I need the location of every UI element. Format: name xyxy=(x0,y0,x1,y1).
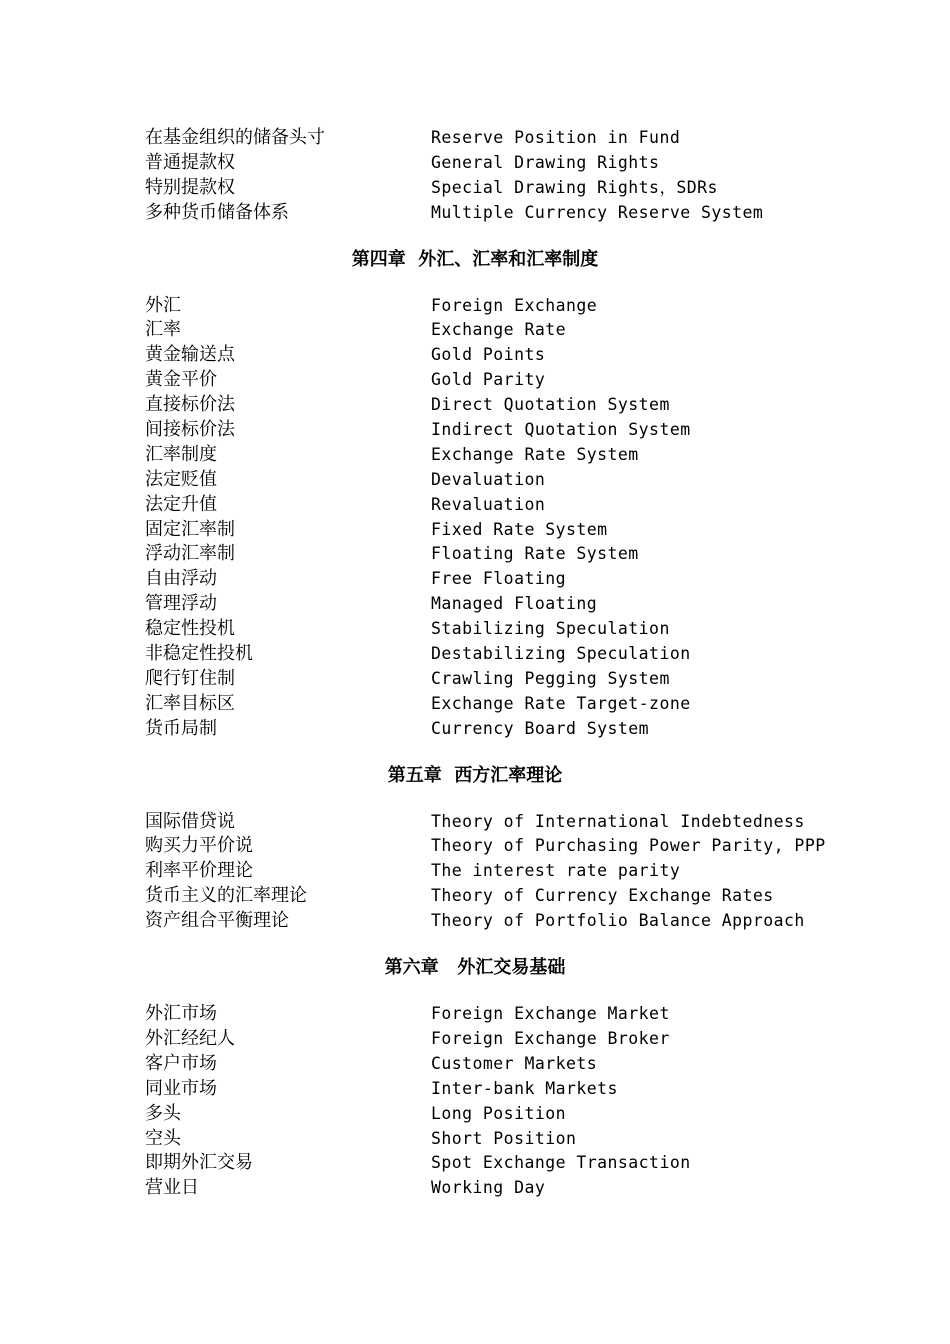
term-chinese: 购买力平价说 xyxy=(145,835,253,857)
term-chinese: 管理浮动 xyxy=(145,593,217,615)
term-english: Spot Exchange Transaction xyxy=(431,1153,691,1173)
term-chinese: 黄金输送点 xyxy=(145,344,235,366)
term-row xyxy=(145,393,845,418)
glossary-section xyxy=(145,248,845,742)
term-chinese: 稳定性投机 xyxy=(145,618,235,640)
term-english: Long Position xyxy=(431,1103,566,1123)
term-chinese: 资产组合平衡理论 xyxy=(145,910,289,932)
term-row xyxy=(145,176,845,201)
chapter-heading: 第四章 外汇、汇率和汇率制度 xyxy=(351,248,599,270)
term-chinese: 客户市场 xyxy=(145,1052,217,1074)
term-chinese: 汇率目标区 xyxy=(145,692,235,714)
term-chinese: 多头 xyxy=(145,1102,181,1124)
term-chinese: 货币局制 xyxy=(145,717,217,739)
glossary-content xyxy=(145,126,845,1201)
term-english: Customer Markets xyxy=(431,1053,598,1073)
term-row xyxy=(145,859,845,884)
term-row xyxy=(145,151,845,176)
term-chinese: 浮动汇率制 xyxy=(145,543,235,565)
term-row xyxy=(145,1002,845,1027)
term-english: Direct Quotation System xyxy=(431,395,670,415)
term-english: Currency Board System xyxy=(431,718,650,738)
term-english: Inter-bank Markets xyxy=(431,1078,618,1098)
term-chinese: 间接标价法 xyxy=(145,419,235,441)
term-english: General Drawing Rights xyxy=(431,152,660,172)
term-chinese: 普通提款权 xyxy=(145,151,235,173)
term-chinese: 汇率制度 xyxy=(145,443,217,465)
term-chinese: 自由浮动 xyxy=(145,568,217,590)
term-chinese: 外汇市场 xyxy=(145,1003,217,1025)
term-english: Working Day xyxy=(431,1178,546,1198)
term-row xyxy=(145,1052,845,1077)
term-row xyxy=(145,1127,845,1152)
term-row xyxy=(145,692,845,717)
term-row xyxy=(145,717,845,742)
term-english: Crawling Pegging System xyxy=(431,668,670,688)
chapter-heading: 第六章 外汇交易基础 xyxy=(384,957,566,979)
term-english: Destabilizing Speculation xyxy=(431,644,691,664)
term-english: Exchange Rate Target-zone xyxy=(431,693,691,713)
term-row xyxy=(145,343,845,368)
term-chinese: 爬行钉住制 xyxy=(145,667,235,689)
term-chinese: 非稳定性投机 xyxy=(145,643,253,665)
term-english: Short Position xyxy=(431,1128,577,1148)
term-chinese: 营业日 xyxy=(145,1177,199,1199)
term-english: Theory of Currency Exchange Rates xyxy=(431,886,774,906)
term-row xyxy=(145,294,845,319)
term-row xyxy=(145,1102,845,1127)
term-row xyxy=(145,567,845,592)
term-english: Theory of International Indebtedness xyxy=(431,811,805,831)
glossary-section xyxy=(145,764,845,934)
term-english: Indirect Quotation System xyxy=(431,420,691,440)
term-chinese: 即期外汇交易 xyxy=(145,1152,253,1174)
term-row xyxy=(145,642,845,667)
term-chinese: 固定汇率制 xyxy=(145,518,235,540)
term-row xyxy=(145,542,845,567)
term-english: Foreign Exchange Market xyxy=(431,1004,670,1024)
term-english: Foreign Exchange Broker xyxy=(431,1028,670,1048)
term-chinese: 法定升值 xyxy=(145,493,217,515)
term-chinese: 同业市场 xyxy=(145,1077,217,1099)
term-english: Devaluation xyxy=(431,469,546,489)
term-chinese: 货币主义的汇率理论 xyxy=(145,885,307,907)
term-row xyxy=(145,201,845,226)
term-row xyxy=(145,493,845,518)
glossary-section xyxy=(145,126,845,226)
term-chinese: 法定贬值 xyxy=(145,468,217,490)
term-english: Free Floating xyxy=(431,569,566,589)
term-english: Floating Rate System xyxy=(431,544,639,564)
term-chinese: 黄金平价 xyxy=(145,369,217,391)
term-english: Gold Points xyxy=(431,345,546,365)
term-english: Special Drawing Rights，SDRs xyxy=(431,177,718,197)
term-row xyxy=(145,443,845,468)
term-row xyxy=(145,884,845,909)
term-english: Multiple Currency Reserve System xyxy=(431,202,764,222)
term-row xyxy=(145,592,845,617)
term-row xyxy=(145,368,845,393)
term-row xyxy=(145,518,845,543)
term-row xyxy=(145,909,845,934)
term-chinese: 外汇经纪人 xyxy=(145,1027,235,1049)
term-english: Theory of Purchasing Power Parity, PPP xyxy=(431,836,826,856)
term-chinese: 外汇 xyxy=(145,294,181,316)
term-chinese: 空头 xyxy=(145,1127,181,1149)
term-chinese: 在基金组织的储备头寸 xyxy=(145,127,325,148)
term-row xyxy=(145,126,845,151)
term-english: Reserve Position in Fund xyxy=(431,128,681,147)
term-row xyxy=(145,1176,845,1201)
glossary-section xyxy=(145,956,845,1201)
term-row xyxy=(145,1151,845,1176)
term-chinese: 利率平价理论 xyxy=(145,860,253,882)
term-row xyxy=(145,810,845,835)
term-row xyxy=(145,1077,845,1102)
term-chinese: 特别提款权 xyxy=(145,176,235,198)
term-english: Revaluation xyxy=(431,494,546,514)
term-english: Theory of Portfolio Balance Approach xyxy=(431,911,805,931)
term-row xyxy=(145,1027,845,1052)
term-chinese: 直接标价法 xyxy=(145,394,235,416)
term-english: Gold Parity xyxy=(431,370,546,390)
term-english: Exchange Rate xyxy=(431,320,566,340)
term-row xyxy=(145,667,845,692)
term-row xyxy=(145,617,845,642)
term-english: Stabilizing Speculation xyxy=(431,619,670,639)
term-english: Exchange Rate System xyxy=(431,444,639,464)
term-row xyxy=(145,318,845,343)
term-english: The interest rate parity xyxy=(431,861,681,881)
term-english: Managed Floating xyxy=(431,594,598,614)
term-english: Foreign Exchange xyxy=(431,295,598,315)
term-chinese: 汇率 xyxy=(145,319,181,341)
chapter-heading: 第五章 西方汇率理论 xyxy=(387,764,563,786)
term-row xyxy=(145,418,845,443)
term-row xyxy=(145,468,845,493)
term-row xyxy=(145,834,845,859)
term-chinese: 多种货币储备体系 xyxy=(145,201,289,223)
term-english: Fixed Rate System xyxy=(431,519,608,539)
term-chinese: 国际借贷说 xyxy=(145,810,235,832)
